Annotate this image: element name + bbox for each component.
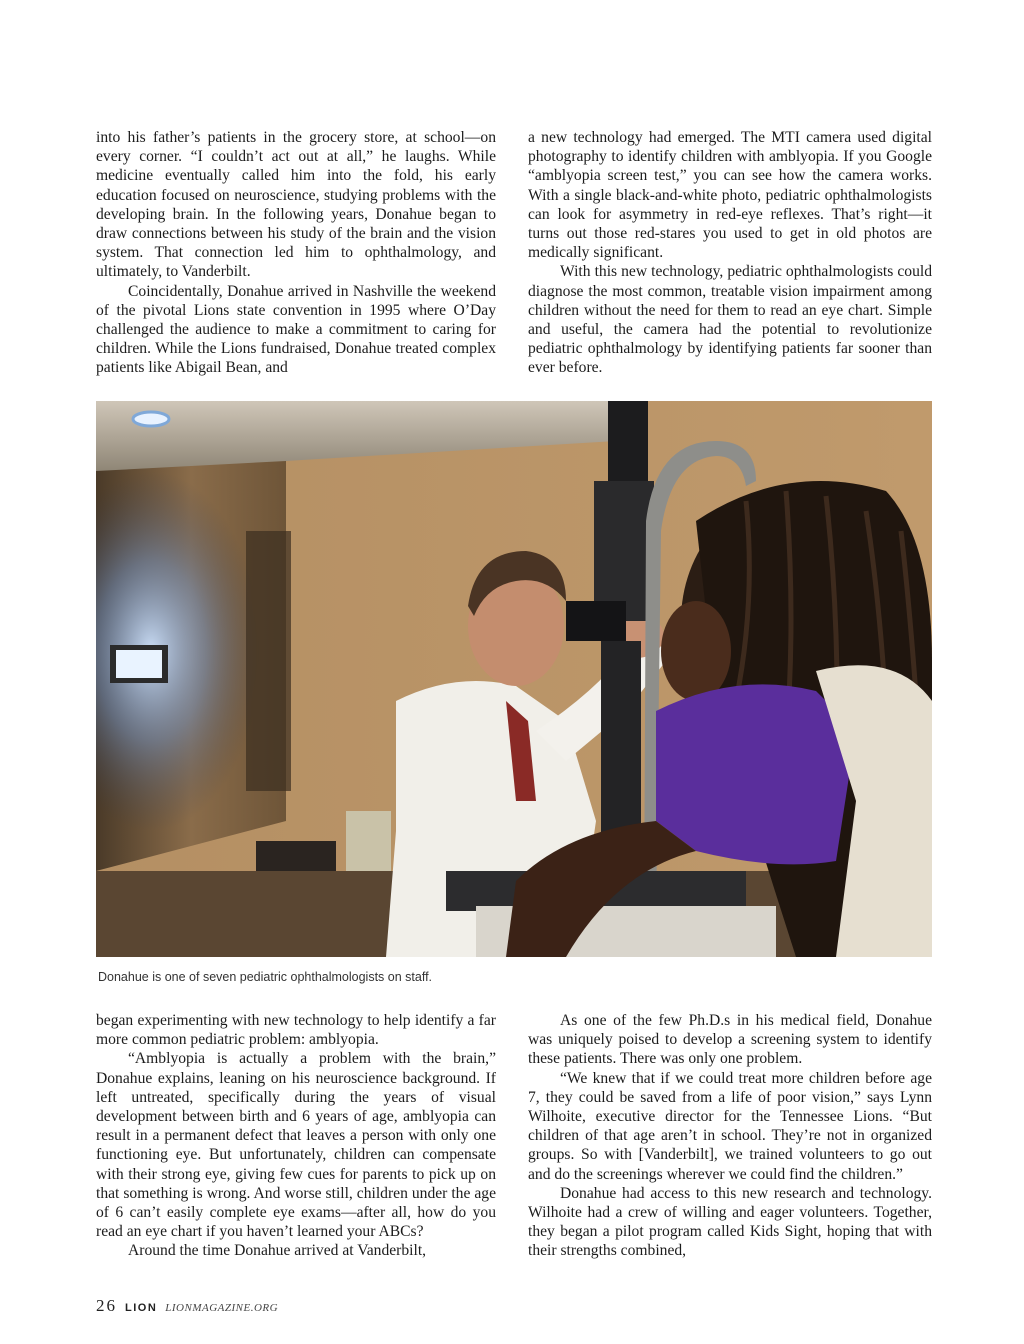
paragraph: Coincidentally, Donahue arrived in Nashville the weekend of the pivotal Lions state convention in 1995 where O’Day challenged the audience to make a commitment to caring for children. While the Lions fundraised, Donahue treated complex patients like Abigail Bean, and: [96, 282, 496, 377]
page-number: 26: [96, 1296, 117, 1315]
paragraph: Donahue had access to this new research and technology. Wilhoite had a crew of willing and eager volunteers. Together, they began a pilot program called Kids Sight, hoping that with their strengths combined,: [528, 1184, 932, 1260]
article-column-top-right: [528, 128, 932, 378]
paragraph: into his father’s patients in the grocery store, at school—on every corner. “I couldn’t act out at all,” he laughs. While medicine eventually called him into the fold, his early education focused on neuroscience, studying problems with the developing brain. In the following years, Donahue began to draw connections between his study of the brain and the vision system. That connection led him to ophthalmology, and ultimately, to Vanderbilt.: [96, 129, 496, 281]
paragraph: began experimenting with new technology to help identify a far more common pediatric problem: amblyopia.: [96, 1012, 496, 1049]
magazine-name: LION: [125, 1302, 158, 1314]
magazine-url: LIONMAGAZINE.ORG: [165, 1302, 279, 1314]
article-photo: [96, 401, 932, 957]
article-column-bottom-right: [528, 1011, 932, 1261]
paragraph: “We knew that if we could treat more children before age 7, they could be saved from a life of poor vision,” says Lynn Wilhoite, executive director for the Tennessee Lions. “But children of that age aren’t in school. They’re not in organized groups. So with [Vanderbilt], we trained volunteers to go out and do the screenings wherever we could find the children.”: [528, 1069, 932, 1183]
article-column-top-left: [96, 128, 496, 378]
paragraph: a new technology had emerged. The MTI camera used digital photography to identify children with amblyopia. If you Google “amblyopia screen test,” you can see how the camera works. With a single black-and-white photo, pediatric ophthalmologists can look for asymmetry in red-eye reflexes. That’s right—it turns out those red-stares you used to get in old photos are medically significant.: [528, 129, 932, 262]
photo-caption: Donahue is one of seven pediatric ophthalmologists on staff.: [98, 970, 433, 984]
article-column-bottom-left: [96, 1011, 496, 1261]
paragraph: “Amblyopia is actually a problem with the brain,” Donahue explains, leaning on his neuroscience background. If left untreated, specifically during the years of visual development between birth and 6 years of age, amblyopia can result in a permanent defect that leaves a person with only one functioning eye. But unfortunately, children can compensate with their strong eye, giving few cues for parents to pick up on that something is wrong. And worse still, children under the age of 6 can’t easily complete eye exams—after all, how do you read an eye chart if you haven’t learned your ABCs?: [96, 1050, 496, 1241]
paragraph: Around the time Donahue arrived at Vanderbilt,: [128, 1242, 427, 1260]
paragraph: As one of the few Ph.D.s in his medical field, Donahue was uniquely poised to develop a screening system to identify these patients. There was only one problem.: [528, 1012, 932, 1068]
paragraph: With this new technology, pediatric ophthalmologists could diagnose the most common, treatable vision impairment among children without the need for them to read an eye chart. Simple and useful, the camera had the potential to revolutionize pediatric ophthalmology by identifying patients far sooner than ever before.: [528, 263, 932, 377]
page-footer: [96, 1296, 278, 1316]
